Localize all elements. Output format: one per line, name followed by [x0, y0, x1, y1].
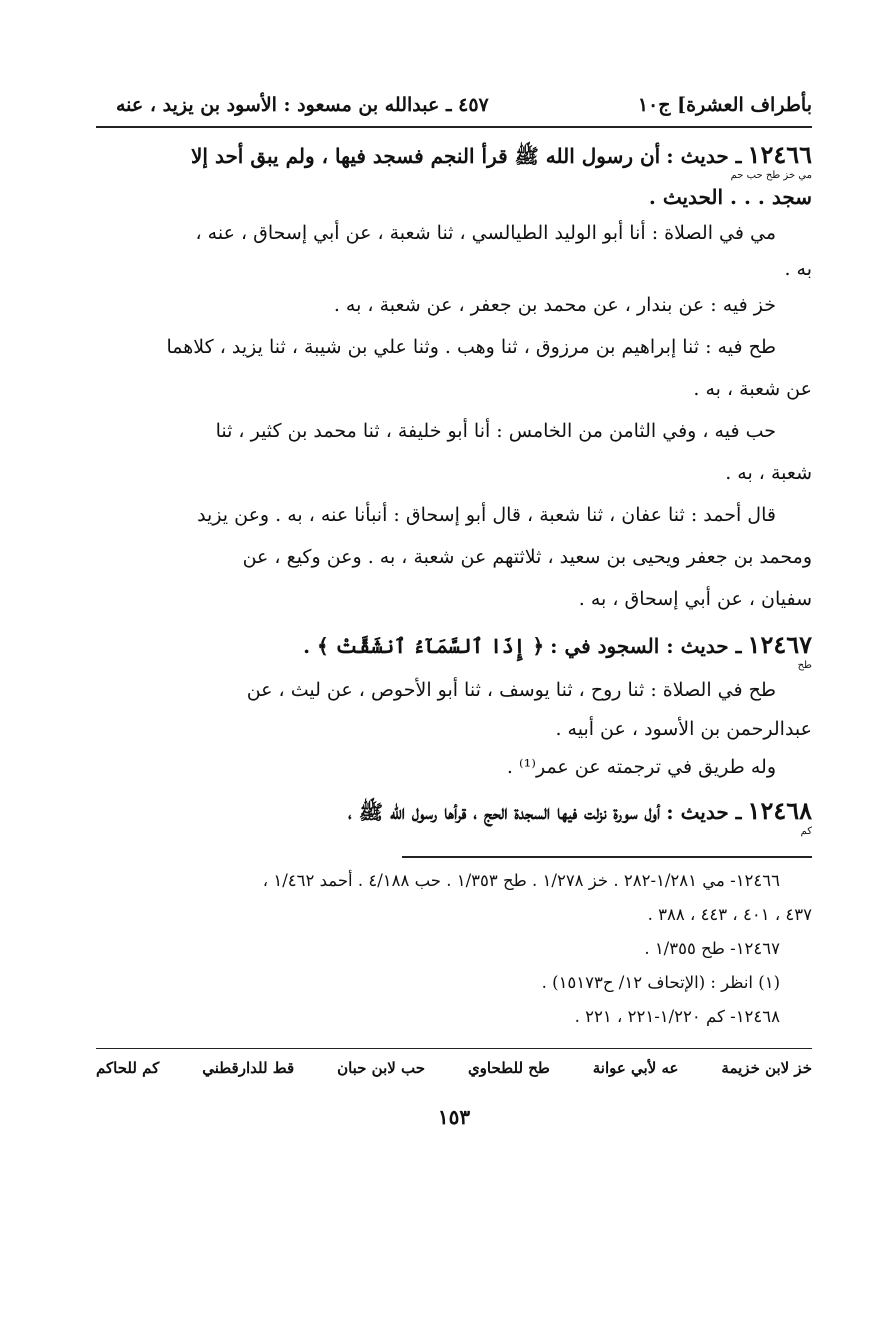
hadith-text-cont: سجد . . . الحديث .: [648, 185, 812, 209]
isnad-paragraph: قال أحمد : ثنا عفان ، ثنا شعبة ، قال أبو إسحاق : أنبأنا عنه ، به . وعن يزيد: [197, 504, 776, 526]
isnad-paragraph: طح في الصلاة : ثنا روح ، ثنا يوسف ، ثنا أبو الأحوص ، عن ليث ، عن: [246, 679, 776, 701]
abbreviation: عه لأبي عوانة: [592, 1059, 679, 1077]
isnad-paragraph: مي في الصلاة : أنا أبو الوليد الطيالسي ، ثنا شعبة ، عن أبي إسحاق ، عنه ،: [195, 222, 776, 244]
sigla-list: كم: [800, 826, 812, 837]
footnote: ٤٣٧ ، ٤٠١ ، ٤٤٣ ، ٣٨٨ .: [647, 905, 812, 924]
hadith-12468: [96, 790, 812, 838]
footnote: ١٢٤٦٨- كم ١/٢٢٠-٢٢١ ، ٢٢١ .: [574, 1007, 780, 1026]
footnotes: [96, 864, 812, 1034]
footnote: ١٢٤٦٦- مي ١/٢٨١-٢٨٢ . خز ١/٢٧٨ . طح ١/٣٥٣ . حب ٤/١٨٨ . أحمد ١/٤٦٢ ،: [262, 871, 780, 890]
isnad-paragraph: عبدالرحمن بن الأسود ، عن أبيه .: [555, 718, 812, 740]
abbreviation: طح للطحاوي: [467, 1059, 550, 1077]
isnad-paragraph: عن شعبة ، به .: [693, 378, 812, 400]
footnote: (١) انظر : (الإتحاف ١٢/ ح١٥١٧٣) .: [541, 973, 780, 992]
hadith-label: ـ حديث :: [666, 800, 742, 824]
page: [96, 80, 812, 1129]
main-text: [96, 134, 812, 838]
abbreviation: حب لابن حبان: [337, 1059, 426, 1077]
hadith-number: ١٢٤٦٨: [747, 796, 812, 825]
abbreviation: قط للدارقطني: [202, 1059, 295, 1077]
footnote: ١٢٤٦٧- طح ١/٣٥٥ .: [644, 939, 780, 958]
isnad-paragraph: طح فيه : ثنا إبراهيم بن مرزوق ، ثنا وهب . وثنا علي بن شيبة ، ثنا يزيد ، كلاهما: [166, 336, 776, 358]
sigla-list: مي خز طح حب حم: [730, 170, 812, 181]
hadith-number: ١٢٤٦٦: [747, 140, 812, 169]
hadith-12466: [96, 134, 812, 620]
quran-verse: ﴿ إِذَا ٱلسَّمَآءُ ٱنشَقَّتْ ﴾ .: [303, 634, 545, 658]
abbreviation: خز لابن خزيمة: [721, 1059, 812, 1077]
abbreviation: كم للحاكم: [96, 1059, 160, 1077]
abbreviations-key: [96, 1049, 812, 1077]
hadith-label: ـ حديث : السجود في :: [550, 634, 742, 658]
running-header: [96, 80, 812, 128]
sigla-list: طح: [797, 660, 812, 671]
hadith-text: أن رسول الله ﷺ قرأ النجم فسجد فيها ، ولم يبق أحد إلا: [191, 144, 661, 168]
header-volume: بأطراف العشرة] ج١٠: [637, 94, 812, 116]
isnad-paragraph: به .: [784, 258, 812, 280]
isnad-paragraph: ومحمد بن جعفر ويحيى بن سعيد ، ثلاثتهم عن شعبة ، به . وعن وكيع ، عن: [242, 546, 812, 568]
page-number: ١٥٣: [437, 1105, 471, 1129]
footnote-separator: [402, 856, 812, 858]
isnad-paragraph: سفيان ، عن أبي إسحاق ، به .: [578, 588, 812, 610]
hadith-text: أول سورة نزلت فيها السجدة الحج ، قرأها رسول الله ﷺ ،: [348, 800, 661, 824]
header-chapter: ٤٥٧ ـ عبدالله بن مسعود : الأسود بن يزيد ، عنه: [116, 94, 489, 116]
hadith-label: ـ حديث :: [666, 144, 742, 168]
hadith-number: ١٢٤٦٧: [747, 630, 812, 659]
hadith-12467: [96, 624, 812, 784]
isnad-paragraph: حب فيه ، وفي الثامن من الخامس : أنا أبو خليفة ، ثنا محمد بن كثير ، ثنا: [215, 420, 776, 442]
isnad-paragraph: شعبة ، به .: [725, 462, 812, 484]
isnad-paragraph: خز فيه : عن بندار ، عن محمد بن جعفر ، عن شعبة ، به .: [333, 294, 776, 316]
isnad-paragraph: وله طريق في ترجمته عن عمر⁽¹⁾ .: [506, 756, 776, 778]
